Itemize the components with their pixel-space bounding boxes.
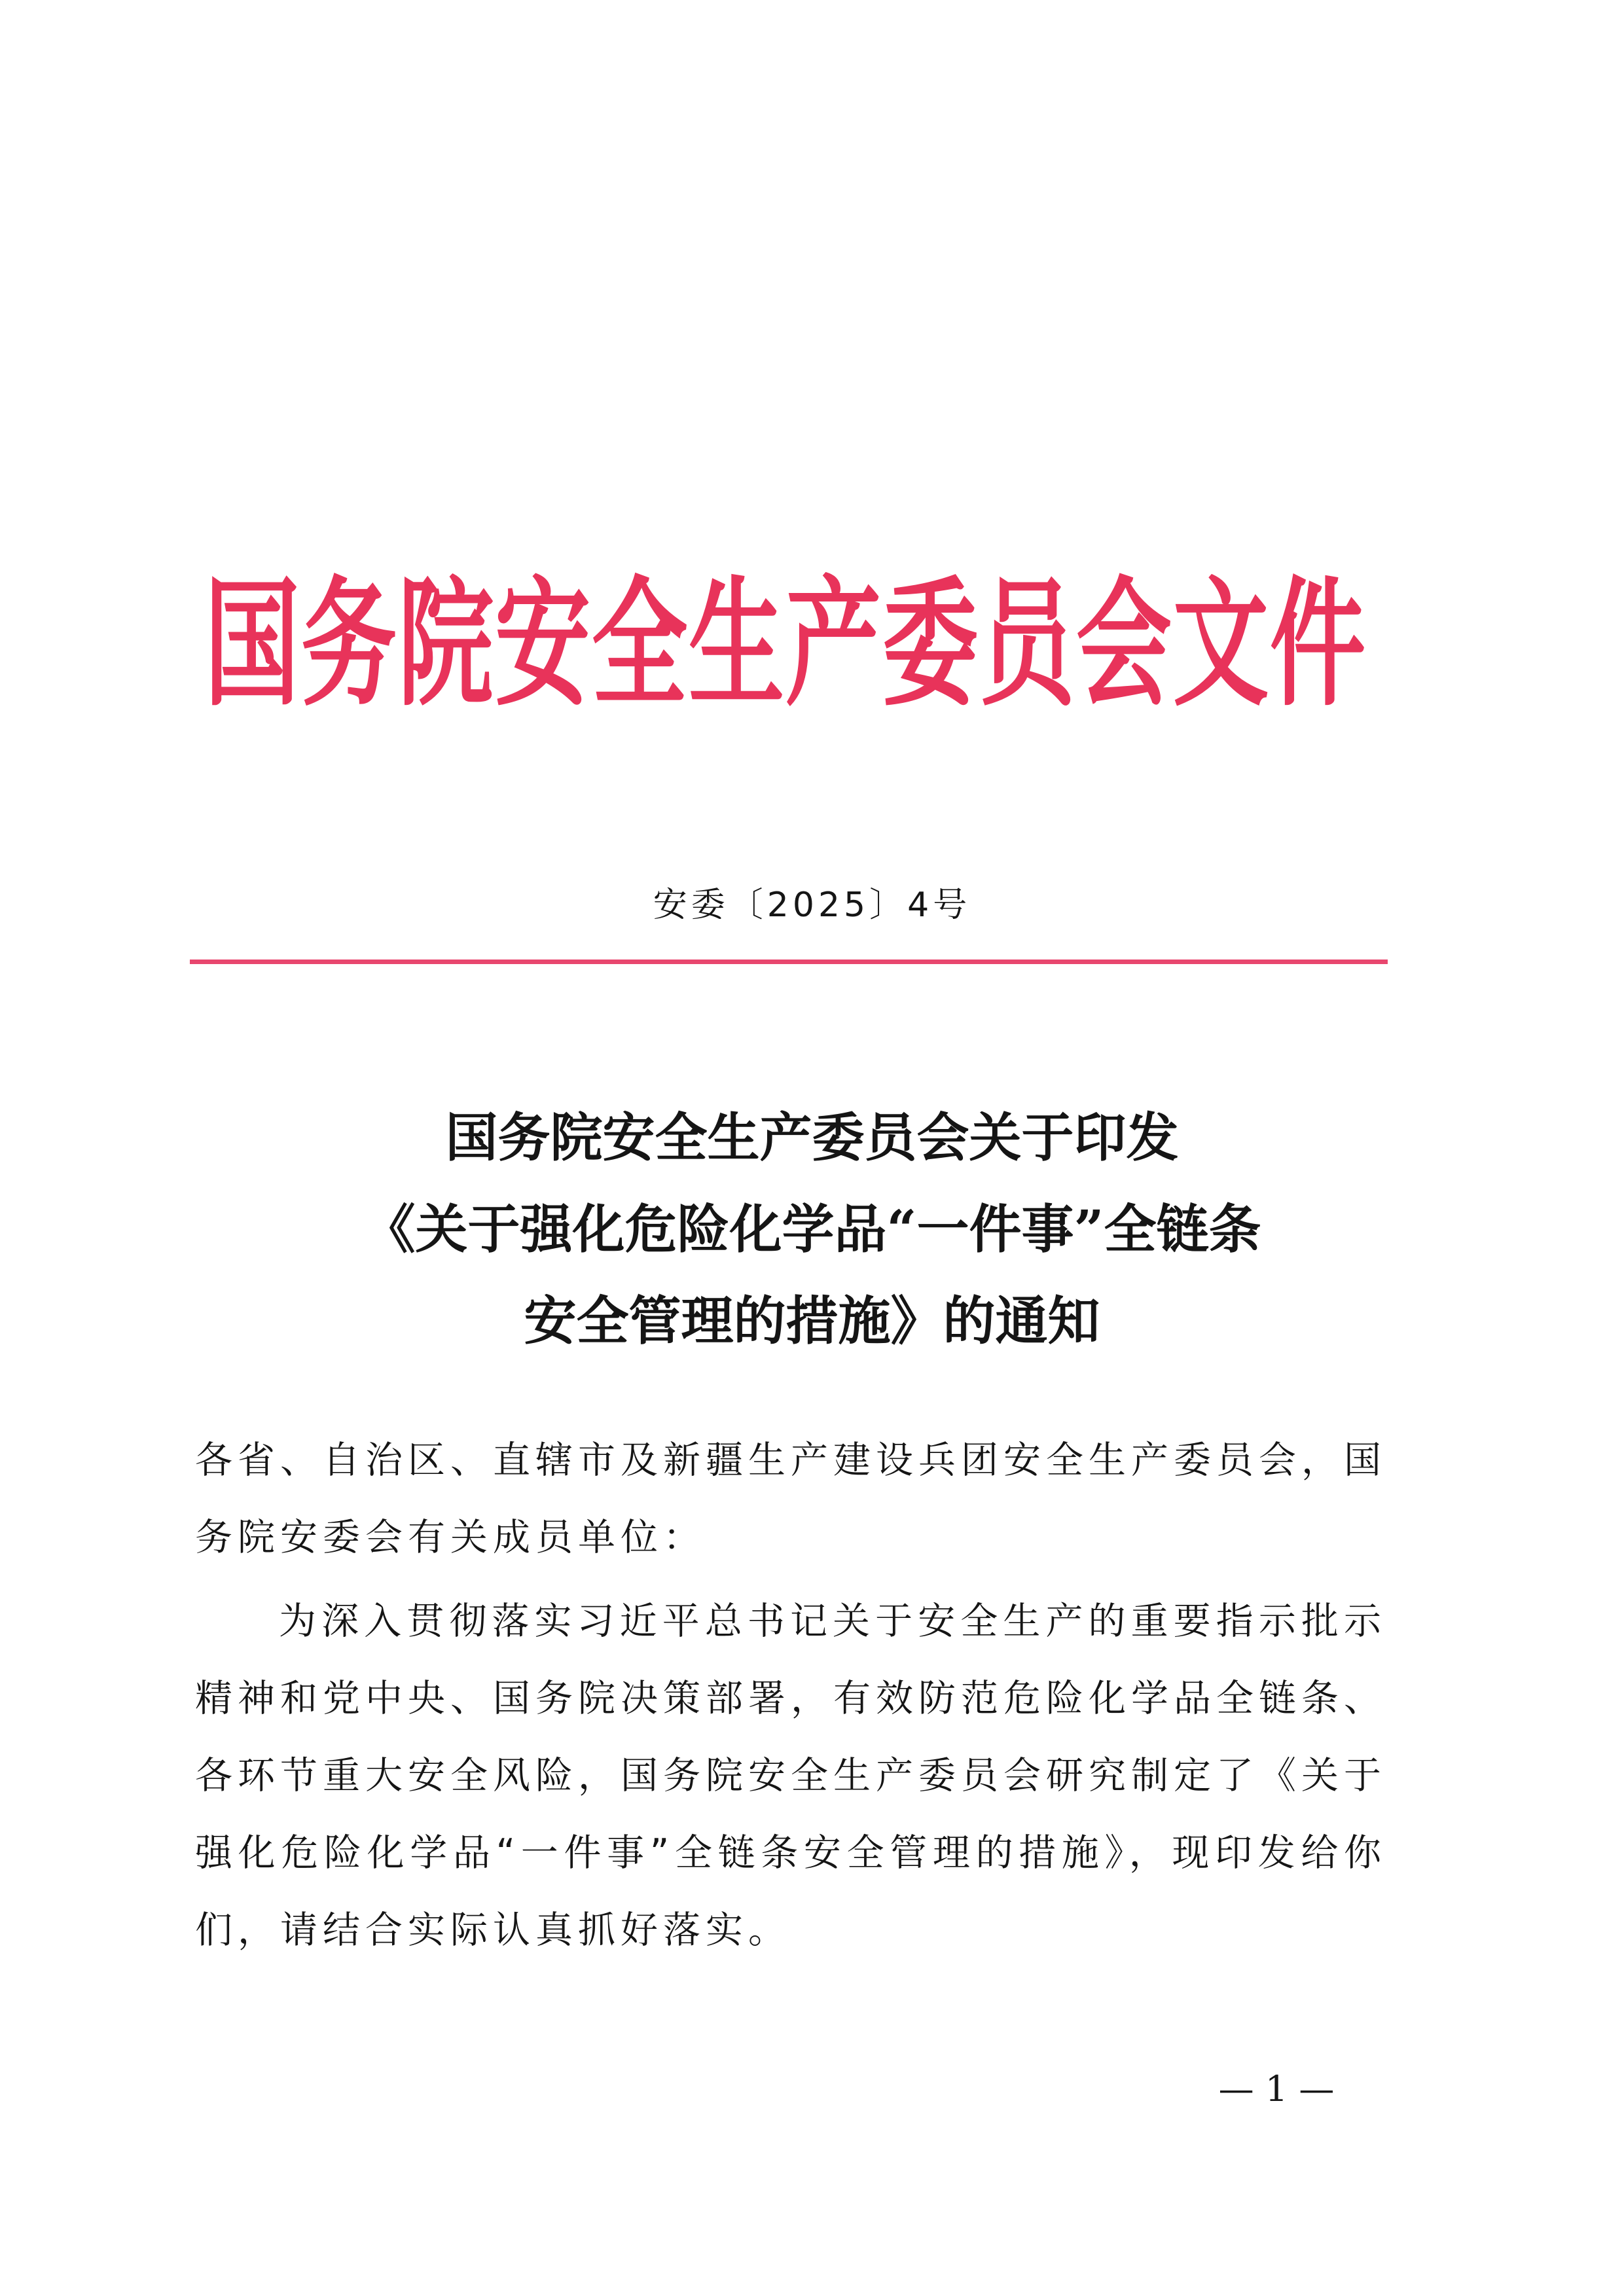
body-paragraph: 为深入贯彻落实习近平总书记关于安全生产的重要指示批示精神和党中央、国务院决策部署，有效防范危险化学品全链条、各环节重大安全风险，国务院安全生产委员会研究制定了《关于强化危险化学品“一件事”全链条安全管理的措施》，现印发给你们，请结合实际认真抓好落实。 <box>195 1600 1386 1952</box>
title-line: 《关于强化危险化学品“一件事”全链条 <box>363 1198 1261 1260</box>
document-title <box>0 1092 1624 1367</box>
page-number: — 1 — <box>1218 2068 1335 2109</box>
document-number: 安委〔2025〕4号 <box>653 886 971 925</box>
title-line: 安全管理的措施》的通知 <box>524 1290 1100 1352</box>
red-separator-rule <box>190 960 1388 964</box>
title-line: 国务院安全生产委员会关于印发 <box>445 1107 1179 1168</box>
masthead: 国务院安全生产委员会文件 <box>204 564 1367 726</box>
salutation: 各省、自治区、直辖市及新疆生产建设兵团安全生产委员会，国务院安委会有关成员单位： <box>195 1439 1386 1559</box>
